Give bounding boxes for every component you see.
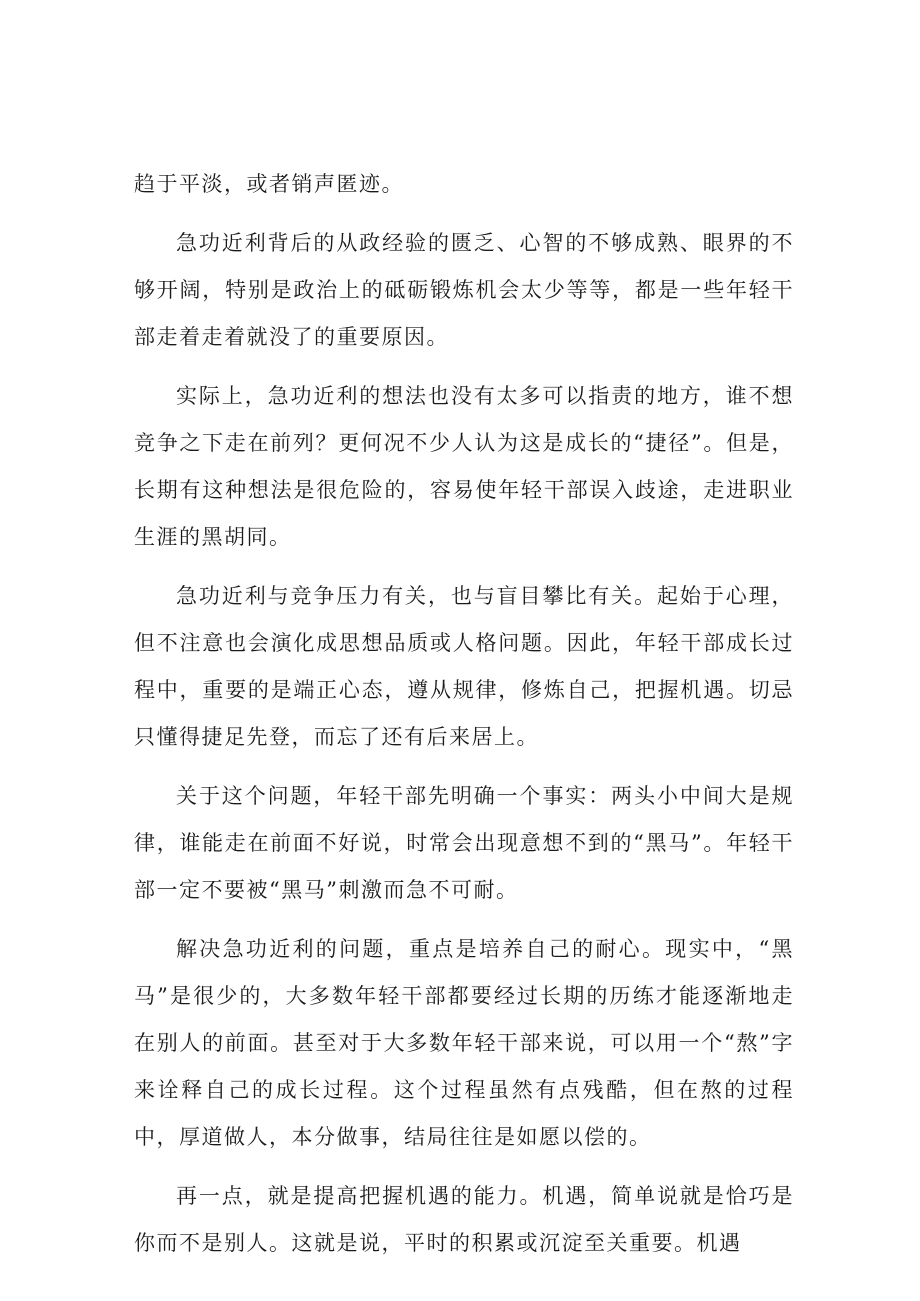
paragraph: 实际上，急功近利的想法也没有太多可以指责的地方，谁不想竞争之下走在前列？更何况不少人认为这是成长的“捷径”。但是，长期有这种想法是很危险的，容易使年轻干部误入歧途，走进职业生涯的黑胡同。 xyxy=(134,384,794,549)
paragraph: 再一点，就是提高把握机遇的能力。机遇，简单说就是恰巧是你而不是别人。这就是说，平时的积累或沉淀至关重要。机遇 xyxy=(134,1184,794,1255)
paragraph-continuation: 趋于平淡，或者销声匿迹。 xyxy=(134,172,404,196)
paragraph: 急功近利背后的从政经验的匮乏、心智的不够成熟、眼界的不够开阔，特别是政治上的砥砺锻炼机会太少等等，都是一些年轻干部走着走着就没了的重要原因。 xyxy=(134,231,794,349)
document-body xyxy=(134,161,794,1279)
paragraph: 解决急功近利的问题，重点是培养自己的耐心。现实中，“黑马”是很少的，大多数年轻干部都要经过长期的历练才能逐渐地走在别人的前面。甚至对于大多数年轻干部来说，可以用一个“熬”字来诠释自己的成长过程。这个过程虽然有点残酷，但在熬的过程中，厚道做人，本分做事，结局往往是如愿以偿的。 xyxy=(134,937,794,1149)
paragraph: 关于这个问题，年轻干部先明确一个事实：两头小中间大是规律，谁能走在前面不好说，时常会出现意想不到的“黑马”。年轻干部一定不要被“黑马”刺激而急不可耐。 xyxy=(134,784,794,902)
paragraph: 急功近利与竞争压力有关，也与盲目攀比有关。起始于心理，但不注意也会演化成思想品质或人格问题。因此，年轻干部成长过程中，重要的是端正心态，遵从规律，修炼自己，把握机遇。切忌只懂得捷足先登，而忘了还有后来居上。 xyxy=(134,584,794,749)
